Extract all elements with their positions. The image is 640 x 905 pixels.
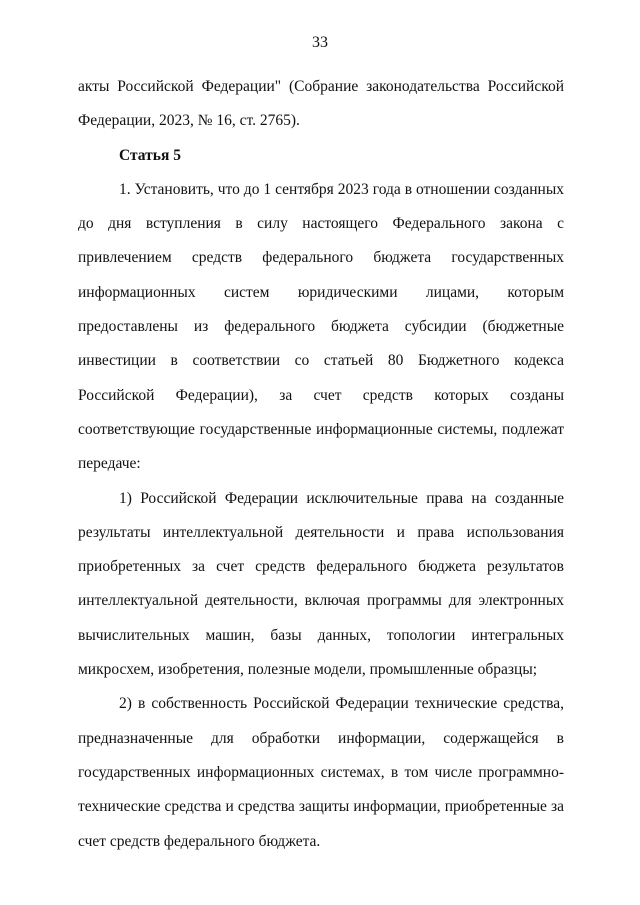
paragraph-1-item-2: 2) в собственность Российской Федерации технические средства, предназначенные для обработки информации, содержащейся в государственных информационных системах, в том числе программно-технические средства и средства защиты информации, приобретенные за счет средств федерального бюджета.: [78, 695, 564, 850]
paragraph-1: 1. Установить, что до 1 сентября 2023 года в отношении созданных до дня вступления в силу настоящего Федерального закона с привлечением средств федерального бюджета государственных информационных систем юридическими лицами, которым предоставлены из федерального бюджета субсидии (бюджетные инвестиции в соответствии со статьей 80 Бюджетного кодекса Российской Федерации), за счет средств которых созданы соответствующие государственные информационные системы, подлежат передаче:: [78, 180, 564, 473]
article-heading: Статья 5: [119, 146, 181, 164]
document-body: [78, 70, 564, 859]
continuation-paragraph: акты Российской Федерации" (Собрание законодательства Российской Федерации, 2023, № 16, ст. 2765).: [78, 78, 564, 130]
page-number: 33: [312, 34, 328, 51]
paragraph-1-item-1: 1) Российской Федерации исключительные права на созданные результаты интеллектуальной деятельности и права использования приобретенных за счет средств федерального бюджета результатов интеллектуальной деятельности, включая программы для электронных вычислительных машин, базы данных, топологии интегральных микросхем, изобретения, полезные модели, промышленные образцы;: [78, 489, 564, 679]
